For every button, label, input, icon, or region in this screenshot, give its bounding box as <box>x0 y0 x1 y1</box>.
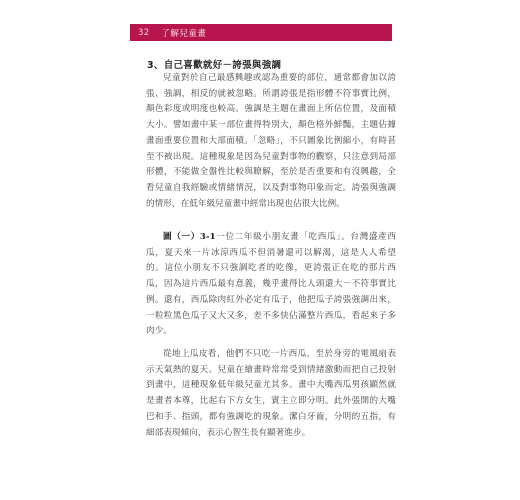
paragraph-analysis: 從地上瓜皮看，他們不只吃一片西瓜，至於身旁的電風扇表示天氣熱的夏天。兒童在繪畫時常常受到情緒激動而把自己投射到畫中，這種現象低年級兒童尤其多。畫中大嘴西瓜男孩顯然就是畫者本尊，比起右下方女生，賓主立即分明。此外張開的大嘴巴和手、指頭，都有強調吃的現象。潔白牙齒，分明的五指，有細部表現傾向，表示心智生長有顯著進步。 <box>146 349 396 438</box>
page-number: 32 <box>138 27 150 38</box>
header-bar <box>130 24 392 41</box>
paragraph-figure-description <box>146 230 396 340</box>
chapter-title: 了解兒童畫 <box>161 28 207 39</box>
paragraph-intro: 兒童對於自己最感興趣或認為重要的部位，通常都會加以誇張、強調，相反的就被忽略。所謂誇張是指形體不符事實比例，顏色彩度或明度也較高。強調是主題在畫面上所佔位置，及面積大小。譬如畫中某一部位畫得特別大，顏色格外鮮豔，主題佔據畫面重要位置和大部面積。「忽略」，不只圖象比例縮小，有時甚至不被出現。這種現象是因為兒童對事物的觀察，只注意到局部形體，不能做全盤性比較與瞭解，至於是否重要和有沒興趣，全看兒童自我經驗或情緒情況，以及對事物印象而定。誇張與強調的情形，在低年級兒童畫中經常出現也佔很大比例。 <box>146 73 396 209</box>
figure-description-text: 一位二年級小朋友畫「吃西瓜」。台灣盛產西瓜，夏天來一片冰涼西瓜不但消暑還可以解渴，這是人人希望的。這位小朋友不只強調吃者的吃像，更誇張正在吃的那片西瓜，因為這片西瓜最有意義，幾乎畫得比人頭還大－不符事實比例。還有，西瓜除肉紅外必定有瓜子，他把瓜子誇張強調出來，一粒粒黑色瓜子又大又多，差不多快佔滿整片西瓜，看起來子多肉少。 <box>146 232 396 337</box>
figure-label: 圖（一）3-1 <box>163 232 216 242</box>
section-heading: 3、自己喜歡就好－誇張與強調 <box>147 60 282 71</box>
